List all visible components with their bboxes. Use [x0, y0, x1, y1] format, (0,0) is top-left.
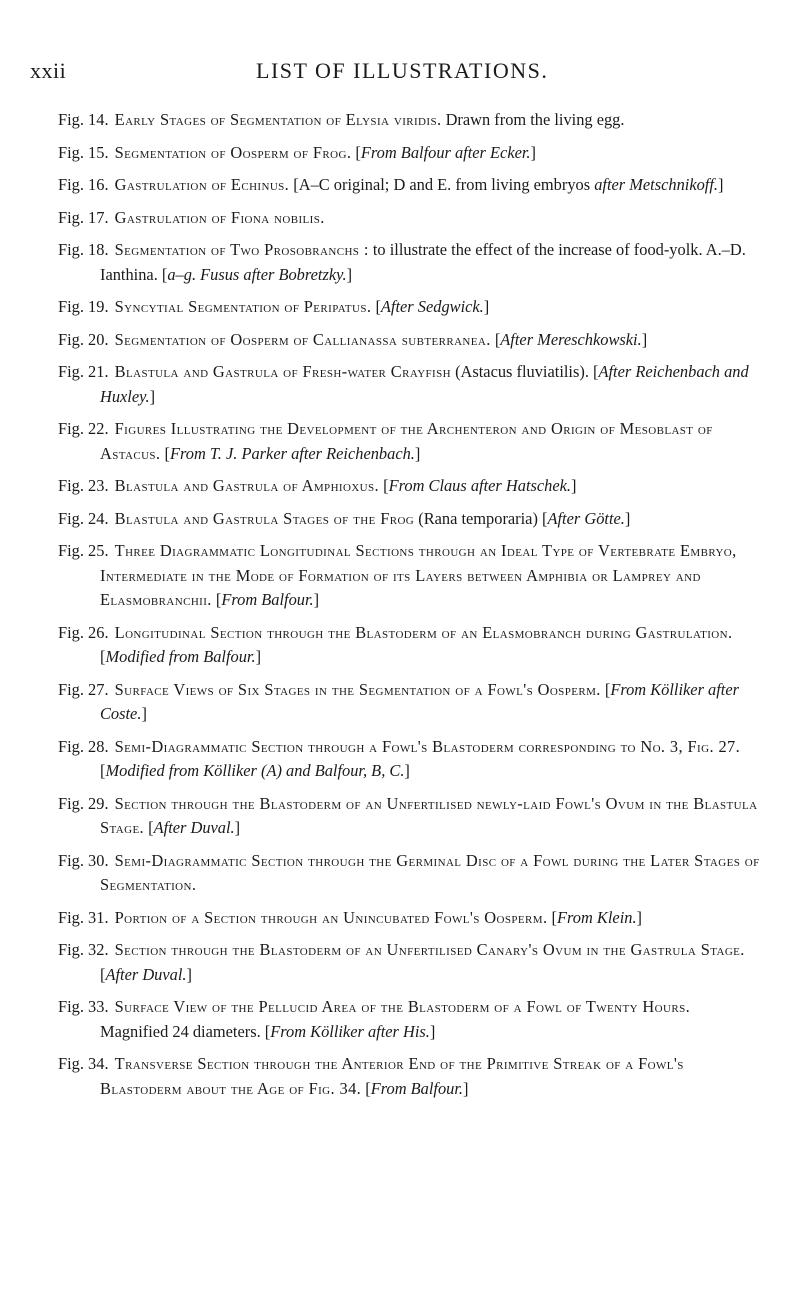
figure-source-bracket: ] [571, 476, 577, 495]
figure-title: Segmentation of Two Prosobranchs : [114, 240, 369, 259]
figure-source-bracket: ] [429, 1021, 436, 1041]
figure-number: Fig. 16. [58, 175, 113, 194]
figure-source: After Götte. [547, 508, 625, 528]
illustration-entry [58, 539, 760, 613]
running-head [30, 58, 740, 88]
illustration-entry [58, 417, 760, 466]
figure-source-bracket: ] [234, 818, 241, 837]
illustration-entry [58, 206, 760, 231]
figure-note: [ [160, 443, 170, 463]
figure-title: Portion of a Section through an Unincubated Fowl's Oosperm. [114, 907, 548, 927]
figure-note: [ [100, 647, 106, 666]
figure-number: Fig. 20. [58, 329, 113, 349]
figure-source-bracket: ] [186, 964, 192, 984]
figure-source-bracket: ] [641, 329, 648, 349]
figure-source: From Kölliker after Coste. [100, 679, 739, 723]
illustration-list [58, 108, 760, 1109]
figure-number: Fig. 25. [58, 541, 113, 560]
illustration-entry [58, 507, 760, 532]
figure-number: Fig. 18. [58, 240, 113, 259]
figure-source-bracket: ] [718, 175, 724, 194]
figure-title: Blastula and Gastrula of Fresh-water Crayfish [114, 362, 451, 381]
figure-number: Fig. 31. [58, 907, 113, 927]
figure-source-bracket: ] [414, 443, 421, 463]
illustration-entry [58, 173, 760, 198]
figure-note: [ [379, 476, 389, 495]
figure-number: Fig. 33. [58, 997, 113, 1016]
figure-source-bracket: ] [483, 297, 490, 316]
illustration-entry [58, 141, 760, 166]
figure-source: After Mereschkowski. [500, 329, 642, 349]
figure-source: a–g. Fusus after Bobretzky. [167, 264, 347, 284]
figure-number: Fig. 17. [58, 207, 113, 227]
figure-source-bracket: ] [149, 386, 156, 406]
illustration-entry [58, 328, 760, 353]
illustration-entry [58, 678, 760, 727]
figure-source-bracket: ] [141, 704, 147, 723]
figure-source: From Klein. [557, 907, 637, 927]
figure-number: Fig. 30. [58, 850, 113, 870]
figure-note: (Rana temporaria) [ [414, 508, 548, 528]
illustration-entry [58, 938, 760, 987]
figure-number: Fig. 24. [58, 508, 113, 528]
figure-source: Modified from Balfour. [105, 647, 256, 666]
figure-source-bracket: ] [255, 647, 262, 666]
figure-source-bracket: ] [624, 508, 631, 528]
figure-note: (Astacus fluviatilis). [ [450, 362, 599, 381]
figure-source: From Kölliker after His. [270, 1021, 430, 1041]
illustration-entry [58, 735, 760, 784]
figure-number: Fig. 21. [58, 362, 113, 381]
figure-number: Fig. 28. [58, 736, 113, 756]
figure-note: [ [600, 679, 611, 699]
figure-note: [ [100, 964, 106, 984]
figure-source-bracket: ] [404, 761, 410, 780]
figure-title: Section through the Blastoderm of an Unfertilised Canary's Ovum in the Gastrula Stage. [114, 940, 745, 959]
figure-number: Fig. 26. [58, 622, 113, 642]
figure-number: Fig. 19. [58, 297, 113, 316]
figure-source-bracket: ] [636, 907, 643, 927]
illustration-entry [58, 360, 760, 409]
figure-source-bracket: ] [530, 142, 537, 162]
figure-number: Fig. 32. [58, 940, 113, 959]
figure-note: [ [361, 1078, 371, 1098]
figure-source: After Sedgwick. [380, 297, 484, 316]
figure-source-bracket: ] [313, 590, 320, 609]
illustration-entry [58, 849, 760, 898]
figure-title: Gastrulation of Fiona nobilis. [114, 207, 325, 227]
figure-number: Fig. 15. [58, 142, 113, 162]
figure-source: After Duval. [105, 964, 187, 984]
illustration-entry [58, 995, 760, 1044]
figure-number: Fig. 22. [58, 419, 113, 438]
figure-number: Fig. 34. [58, 1054, 113, 1073]
figure-title: Segmentation of Oosperm of Frog. [114, 142, 352, 162]
figure-title: Blastula and Gastrula Stages of the Frog [114, 508, 415, 528]
figure-note: [ [211, 590, 222, 609]
figure-note: [A–C original; D and E. from living embryos [289, 175, 595, 194]
figure-note: [ [100, 761, 106, 780]
illustration-entry [58, 792, 760, 841]
figure-source: From Balfour. [221, 590, 314, 609]
figure-title: Longitudinal Section through the Blastoderm of an Elasmobranch during Gastrulation. [114, 622, 733, 642]
page-number: xxii [30, 58, 67, 83]
illustration-entry [58, 474, 760, 499]
figure-number: Fig. 29. [58, 793, 113, 813]
figure-title: Surface Views of Six Stages in the Segmentation of a Fowl's Oosperm. [114, 679, 601, 699]
figure-title: Gastrulation of Echinus. [114, 175, 290, 194]
illustration-entry [58, 906, 760, 931]
figure-note: [ [547, 907, 558, 927]
figure-note: Magnified 24 diameters. [ [100, 1021, 271, 1041]
figure-source: After Reichenbach and Huxley. [100, 362, 749, 406]
illustration-entry [58, 108, 760, 133]
illustration-entry [58, 1052, 760, 1101]
figure-title: Figures Illustrating the Development of the Archenteron and Origin of Mesoblast of Astacus. [100, 419, 713, 463]
figure-note: Drawn from the living egg. [441, 110, 625, 129]
figure-note: [ [144, 818, 154, 837]
figure-number: Fig. 27. [58, 679, 113, 699]
figure-title: Early Stages of Segmentation of Elysia viridis. [114, 110, 442, 129]
figure-number: Fig. 14. [58, 110, 113, 129]
figure-title: Segmentation of Oosperm of Callianassa subterranea. [114, 329, 491, 349]
figure-title: Semi-Diagrammatic Section through the Germinal Disc of a Fowl during the Later Stages of Segmentation. [100, 850, 760, 894]
figure-source: Modified from Kölliker (A) and Balfour, B, C. [105, 761, 405, 780]
figure-title: Blastula and Gastrula of Amphioxus. [114, 476, 380, 495]
figure-source: From Claus after Hatschek. [388, 476, 571, 495]
figure-title: Syncytial Segmentation of Peripatus. [114, 297, 372, 316]
figure-title: Section through the Blastoderm of an Unfertilised newly-laid Fowl's Ovum in the Blastula Stage. [100, 793, 758, 837]
illustration-entry [58, 621, 760, 670]
figure-title: Semi-Diagrammatic Section through a Fowl's Blastoderm corresponding to No. 3, Fig. 27. [114, 736, 741, 756]
figure-note: [ [371, 297, 381, 316]
illustration-entry [58, 295, 760, 320]
running-title: LIST OF ILLUSTRATIONS. [256, 58, 549, 83]
figure-title: Three Diagrammatic Longitudinal Sections through an Ideal Type of Vertebrate Embryo, Intermediate in the Mode of Formation of its Layers between Amphibia or Lamprey and Elasmobranchii. [100, 541, 737, 609]
figure-source: From Balfour. [370, 1078, 464, 1098]
figure-note: [ [351, 142, 361, 162]
figure-source: After Duval. [153, 818, 235, 837]
figure-title: Transverse Section through the Anterior End of the Primitive Streak of a Fowl's Blastoderm about the Age of Fig. 34. [100, 1054, 684, 1098]
figure-note: [ [490, 329, 501, 349]
illustration-entry [58, 238, 760, 287]
figure-source: after Metschnikoff. [594, 175, 719, 194]
figure-title: Surface View of the Pellucid Area of the Blastoderm of a Fowl of Twenty Hours. [114, 997, 691, 1016]
figure-number: Fig. 23. [58, 476, 113, 495]
figure-source: From T. J. Parker after Reichenbach. [170, 443, 415, 463]
figure-source: From Balfour after Ecker. [360, 142, 531, 162]
figure-source-bracket: ] [346, 264, 353, 284]
figure-note: to illustrate the effect of the increase of food-yolk. A.–D. Ianthina. [ [100, 240, 746, 284]
figure-source-bracket: ] [463, 1078, 469, 1098]
